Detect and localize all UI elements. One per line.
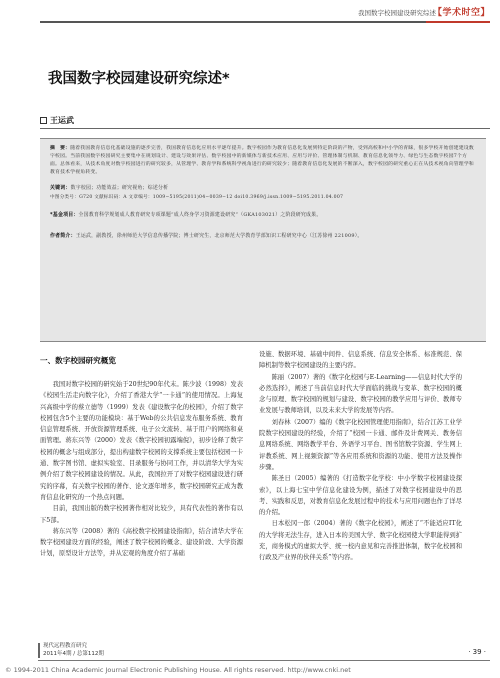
journal-info [38, 643, 104, 658]
fund-text: 全国教育科学规划成人教育研究专项课题“成人终身学习资源建设研究”（GKA103021）之阶段研究成果。 [78, 212, 322, 218]
page-number: · 39 · [468, 648, 486, 656]
column-brand: 【学术时空】 [432, 8, 490, 18]
fund-info [50, 211, 475, 220]
body-paragraph: 日本松冈一郎（2004）著的《数字化校园》，阐述了“不能适应IT化的大学将无法生存，进入日本的美国大学、数字化校园使大学职能得到扩充，商务模式的虚拟大学、统一校内意见和完善推进体制，数字化校园和行政及产业界的伙伴关系”等内容。 [259, 520, 462, 562]
copyright-line: © 1994-2011 China Academic Journal Electronic Publishing House. All rights reserved. http://www.cnki.net [5, 666, 351, 674]
journal-issue: 2011年4期 / 总第112期 [43, 650, 104, 657]
body-paragraph: 蒋东兴等（2008）著的《高校数字校园建设指南》，结合清华大学在数字校园建设方面的经验，阐述了数字校园的概念、建设阶段、大学资源计划，原型设计方法等，并从宏观的角度介绍了基础 [40, 527, 243, 558]
body-paragraph: 设施、数据环境、基础中间件、信息系统、信息安全体系、标准规范、保障机制等数字校园建设的主要内容。 [259, 351, 462, 370]
journal-name: 现代远程教育研究 [43, 643, 88, 649]
author-row [40, 115, 74, 126]
keywords [50, 185, 475, 193]
classification-line: 中图分类号：G720 文献标识码：A 文章编号：1009−5195(2011)04−0039−12 doi10.3969/j.issn.1009−5195.2011.04.007 [50, 195, 344, 200]
body-paragraph: 目前，我国出版的数字校园著作相对比较少，具有代表性的著作有以下5部。 [40, 505, 243, 524]
author-info-label: 作者简介： [50, 233, 76, 239]
fund-label: *基金项目： [50, 212, 79, 218]
body-paragraph: 陈丽（2007）著的《数字化校园与E-Learning——信息时代大学的必然选择》，阐述了当前信息时代大学面临的挑战与变革、数字校园的概念与原理、数字校园的规划与建设、数字校园的教学应用与评价、教师专业发展与教师培训，以及未来大学的发展等内容。 [259, 373, 462, 415]
abstract [50, 145, 475, 177]
body-paragraph: 刘春林（2007）编的《数字化校园管理使用指南》，结合江苏工业学院数字校园建设的经验，介绍了“校园一卡通、邮件及计费网关、教务信息网络系统、网络教学平台、外语学习平台、图书馆数字资源、学生网上评教系统、网上视频资源”等各应用系统和资源的功能、使用方法及操作步骤。 [259, 418, 462, 471]
body-paragraph: 陈圣日（2005）编著的《打造数字化学校：中小学数字校园建设探索》，以上海七宝中学信息化建设为例，描述了对数字校园建设中的思考、实践和反思，对教育信息化发展过程中的技术与应用问题也作了详尽的介绍。 [259, 475, 462, 517]
author-rule [40, 128, 490, 129]
left-column [40, 379, 243, 560]
running-title: 我国数字校园建设研究综述 [358, 9, 436, 17]
footer-rule [38, 660, 490, 661]
article-title: 我国数字校园建设研究综述* [48, 71, 230, 87]
section-heading: 一、数字校园研究概览 [40, 356, 116, 365]
abstract-label: 摘 要： [50, 146, 71, 151]
keywords-label: 关键词： [50, 185, 71, 191]
header-accent-rule [426, 21, 490, 23]
author-name: 王运武 [50, 116, 74, 125]
body-paragraph: 我国对数字校园的研究始于20世纪90年代末。陈少波（1998）发表《校园生活走向数字化》，介绍了香港大学“一卡通”的使用情况。上海复兴高级中学的蔡立德等（1999）发表《建设数字化的校园》，介绍了数字校园包含5个主要的功能模块：基于Web的公共信息发布服务系统、教育信息管理系统、开放资源管理系统、电子公文流转、基于用户的网络和桌面管理。蒋东兴等（2000）发表《数字校园初露端倪》，初步诠释了数字校园的概念与组成部分，提出构建数字校园的支撑系统主要包括校园一卡通、数字图书馆、虚拟实验室、目录服务与协同工作，并以清华大学为实例介绍了数字校园建设的情况。从此，我国拉开了对数字校园建设进行研究的序幕，有关数字校园的著作、论文逐年增多，数字校园研究正成为教育信息化研究的一个热点问题。 [40, 381, 243, 501]
keywords-text: 数字校园；功能效益；研究视角；综述分析 [70, 185, 169, 191]
author-info [50, 232, 475, 241]
right-column [259, 349, 462, 564]
author-checkbox-icon [40, 117, 47, 124]
header-rule [40, 21, 490, 23]
abstract-text: 随着我国教育信息化基础设施的逐步完善，我国教育信息化应用水平逐年提升。数字校园作为教育信息化发展到特定阶段的产物，受到高校和中小学的青睐，很多学校开始创建建设数字校园。当前我国数字校园研究主要集中在规划设计、建设与效果评估、数字校园中的新媒体与新技术应用、应用与评价、管理体制与机制、教育信息化领导力、绿色与生态数字校园7个方面。总体看来，从技术角度对数字校园进行的研究较多，从管理学、教育学和系统科学视角进行的研究较少；随着教育信息化发展的不断深入，数字校园的研究重心正在从技术视角向管理学和教育技术学视角转变。 [50, 146, 474, 175]
author-info-text: 王运武，副教授，徐州师范大学信息传播学院；博士研究生，北京师范大学教育学部知识工程研究中心（江苏徐州 221009）。 [75, 233, 363, 239]
